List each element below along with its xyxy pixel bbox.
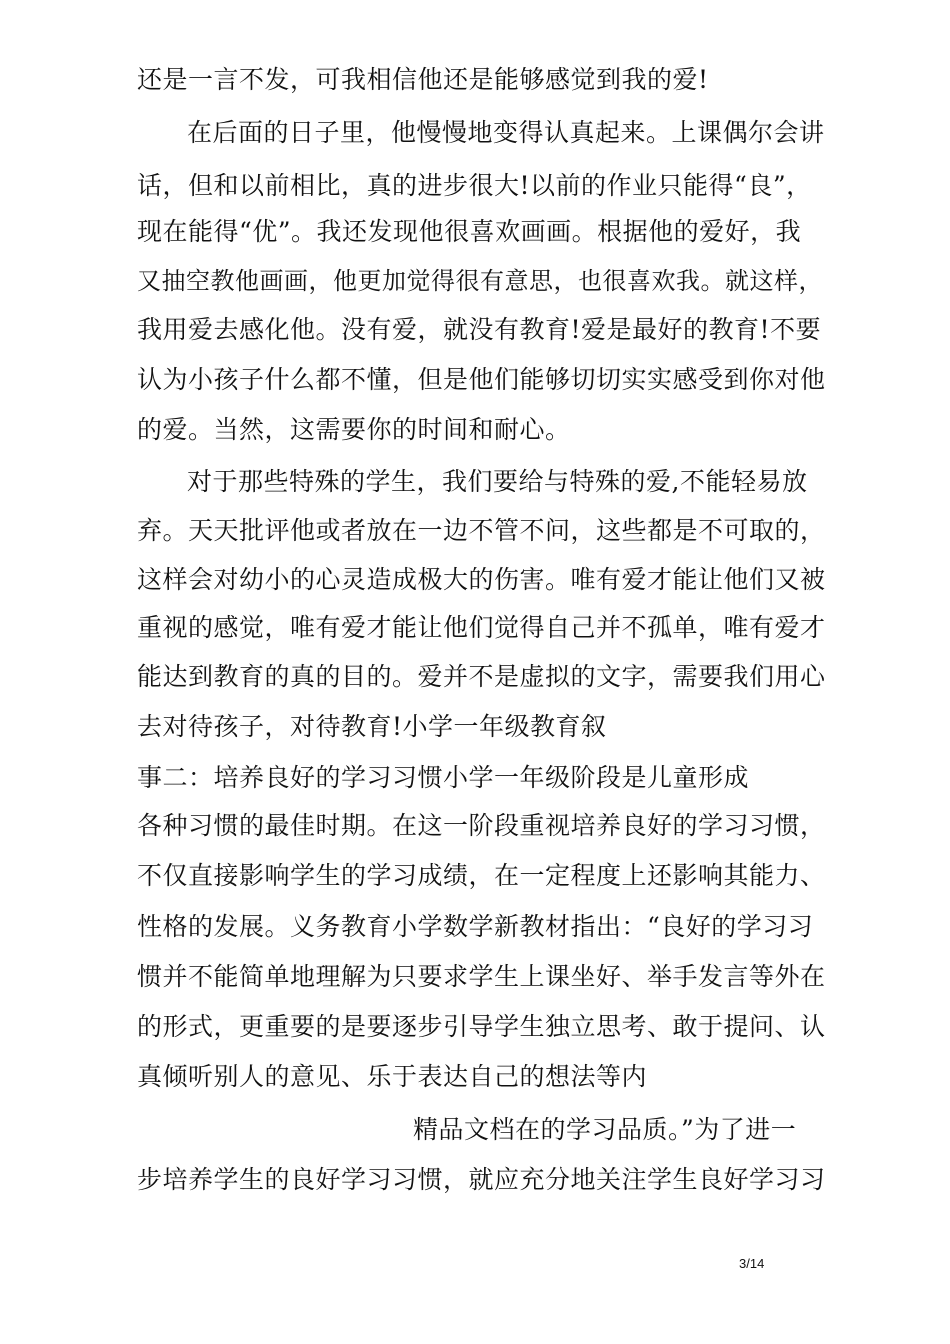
- body-line-12: 重视的感觉，唯有爱才能让他们觉得自己并不孤单，唯有爱才: [137, 613, 826, 642]
- body-line-11: 这样会对幼小的心灵造成极大的伤害。唯有爱才能让他们又被: [137, 565, 826, 594]
- body-line-14: 去对待孩子，对待教育!小学一年级教育叙: [137, 712, 607, 741]
- body-line-3: 话，但和以前相比，真的进步很大!以前的作业只能得“良”，: [137, 171, 812, 200]
- body-line-13: 能达到教育的真的目的。爱并不是虚拟的文字，需要我们用心: [137, 662, 826, 691]
- body-line-23: 步培养学生的良好学习习惯，就应充分地关注学生良好学习习: [137, 1165, 826, 1194]
- body-line-22: 精品文档在的学习品质。”为了进一: [413, 1115, 797, 1144]
- body-line-4: 现在能得“优”。我还发现他很喜欢画画。根据他的爱好，我: [137, 217, 802, 246]
- body-line-9: 对于那些特殊的学生，我们要给与特殊的爱,不能轻易放: [187, 467, 808, 496]
- body-line-7: 认为小孩子什么都不懂，但是他们能够切切实实感受到你对他: [137, 365, 826, 394]
- body-line-18: 性格的发展。义务教育小学数学新教材指出：“良好的学习习: [137, 912, 814, 941]
- body-line-20: 的形式，更重要的是要逐步引导学生独立思考、敢于提问、认: [137, 1012, 826, 1041]
- body-line-21: 真倾听别人的意见、乐于表达自己的想法等内: [137, 1062, 648, 1091]
- body-line-6: 我用爱去感化他。没有爱，就没有教育!爱是最好的教育!不要: [137, 315, 822, 344]
- body-line-15: 事二：培养良好的学习习惯小学一年级阶段是儿童形成: [137, 763, 750, 792]
- body-line-2: 在后面的日子里，他慢慢地变得认真起来。上课偶尔会讲: [187, 118, 825, 147]
- body-line-1: 还是一言不发，可我相信他还是能够感觉到我的爱!: [137, 65, 709, 94]
- body-line-16: 各种习惯的最佳时期。在这一阶段重视培养良好的学习习惯，: [137, 811, 826, 840]
- body-line-17: 不仅直接影响学生的学习成绩，在一定程度上还影响其能力、: [137, 861, 826, 890]
- page-number: 3/14: [739, 1256, 765, 1271]
- body-line-19: 惯并不能简单地理解为只要求学生上课坐好、举手发言等外在: [137, 962, 826, 991]
- body-line-8: 的爱。当然，这需要你的时间和耐心。: [137, 415, 571, 444]
- body-line-10: 弃。天天批评他或者放在一边不管不问，这些都是不可取的，: [137, 516, 826, 545]
- body-line-5: 又抽空教他画画，他更加觉得很有意思，也很喜欢我。就这样，: [137, 267, 823, 295]
